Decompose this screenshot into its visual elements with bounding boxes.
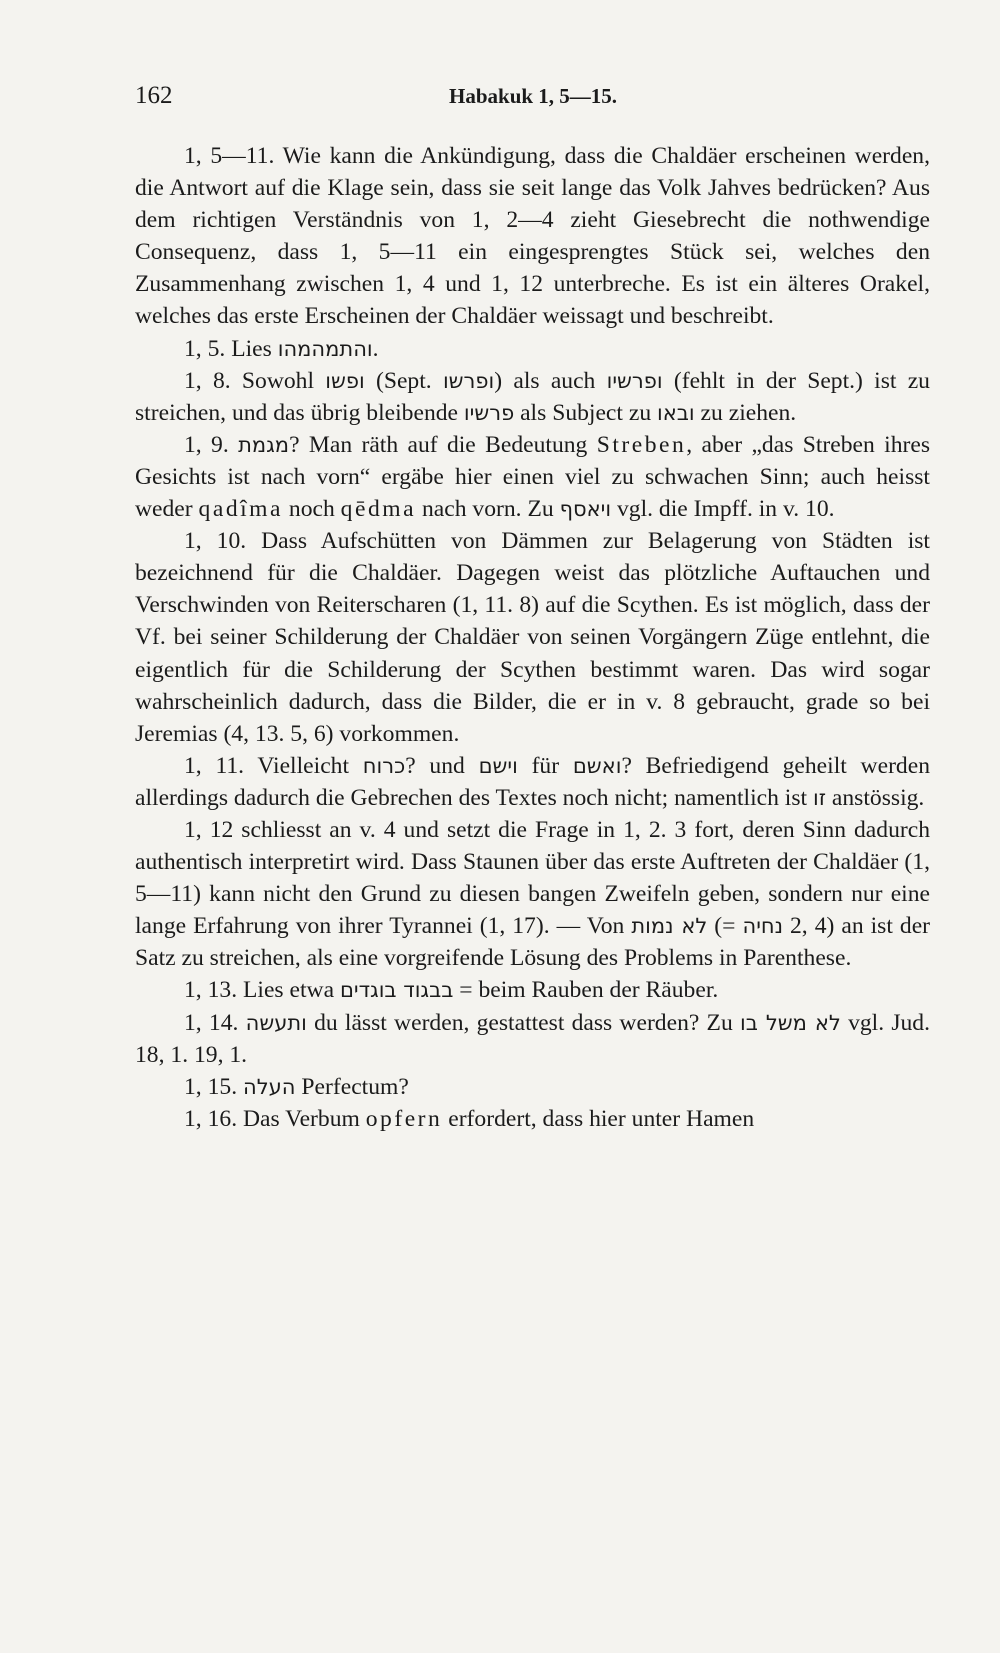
paragraph-text: du lässt werden, gestattest dass werden? Zu [306,1009,740,1036]
body-text [135,140,930,1135]
spaced-word: opfern [365,1105,443,1132]
paragraph-text: (Sept. [364,367,443,394]
paragraph-text: anstössig. [826,784,925,811]
paragraph-text: 1, 5—11. Wie kann die Ankündigung, dass die Chaldäer erscheinen werden, die Antwort auf die Klage sein, dass sie seit lange das Volk Jahves bedrücken? Aus dem richtigen Verständnis von 1, 2—4 zieht Giesebrecht die nothwendige Consequenz, dass 1, 5—11 ein eingesprengtes Stück sei, welches den Zusammenhang zwischen 1, 4 und 1, 12 unterbreche. Es ist ein älteres Orakel, welches das erste Erscheinen der Chaldäer weissagt und beschreibt. [135,143,930,330]
paragraph-text: noch [283,496,341,523]
hebrew-word: ופרשו [442,368,495,393]
paragraph-text: = beim Rauben der Räuber. [453,977,719,1004]
hebrew-word: לא משל בו [739,1010,841,1035]
paragraph-text: Perfectum? [295,1073,409,1100]
hebrew-word: בבגוד בוגדים [339,978,454,1003]
paragraph-1-16 [135,1103,930,1135]
hebrew-word: והתמהמהו [277,336,373,361]
paragraph-text: 1, 14. [184,1009,246,1036]
paragraph-text: 1, 12 schliesst an v. 4 und setzt die Frage in 1, 2. 3 fort, deren Sinn dadurch authentisch interpretirt wird. Dass Staunen über das erste Auftreten der Chaldäer (1, 5—11) kann nicht den Grund zu diesen bangen Zweifeln geben, sondern nur eine lange Erfahrung von ihrer Tyrannei (1, 17). — Von [135,816,930,940]
hebrew-word: פרשיו [463,400,515,425]
page-number: 162 [135,82,173,109]
hebrew-word: וישם [478,753,518,778]
hebrew-word: זו [813,785,826,810]
hebrew-word: לא נמות [631,914,708,939]
paragraph-text: ) als auch [494,367,607,394]
spaced-word: qadîma [198,496,283,523]
paragraph-1-14 [135,1007,930,1071]
hebrew-word: ובאו [657,400,695,425]
hebrew-word: ופרשיו [606,368,663,393]
paragraph-text: 1, 8. Sowohl [184,367,326,394]
paragraph-1-10 [135,525,930,750]
paragraph-text: (fehlt in der Sept.) ist zu streichen, und das übrig bleibende [135,367,930,426]
hebrew-word: ותעשה [245,1010,307,1035]
paragraph-text: vgl. Jud. 18, 1. 19, 1. [135,1009,930,1068]
paragraph-text: , aber „das Streben ihres Gesichts ist nach vorn“ ergäbe hier einen viel zu schwachen Sinn; auch heisst weder [135,431,931,523]
paragraph-text: zu ziehen. [694,399,797,426]
paragraph-text: 1, 13. Lies etwa [184,977,340,1004]
paragraph-1-11 [135,750,930,814]
paragraph-text: 1, 9. [184,431,239,458]
paragraph-text: 2, 4) an ist der Satz zu streichen, als eine vorgreifende Lösung des Problems in Parenthese. [135,913,931,972]
paragraph-text: erfordert, dass hier unter Hamen [442,1105,755,1132]
paragraph-1-12 [135,814,930,974]
paragraph-text: ? und [405,752,479,779]
paragraph-1-13 [135,974,930,1006]
hebrew-word: כרוח [362,753,406,778]
paragraph-1-15 [135,1071,930,1103]
page-header [135,82,930,122]
paragraph-text: für [517,752,573,779]
hebrew-word: ואשם [572,753,622,778]
paragraph-1-9 [135,429,930,525]
paragraph-text: ? Befriedigend geheilt werden allerdings dadurch die Gebrechen des Textes noch nicht; namentlich ist [135,752,930,811]
hebrew-word: העלה [242,1074,296,1099]
paragraph-text: (= [707,913,743,940]
hebrew-word: נחיה [742,914,784,939]
paragraph-text: . [372,335,379,362]
hebrew-word: מגמת [238,432,290,457]
paragraph-1-5 [135,333,930,365]
hebrew-word: ויאסף [559,497,612,522]
paragraph-text: 1, 10. Dass Aufschütten von Dämmen zur Belagerung von Städten ist bezeichnend für die Chaldäer. Dagegen weist das plötzliche Auftauchen und Verschwinden von Reiterscharen (1, 11. 8) auf die Scythen. Es ist möglich, dass der Vf. bei seiner Schilderung der Chaldäer von seinen Vorgängern Züge entlehnt, die eigentlich für die Schilderung der Scythen bestimmt waren. Das wird sogar wahrscheinlich dadurch, dass die Bilder, die er in v. 8 gebraucht, grade so bei Jeremias (4, 13. 5, 6) vorkommen. [135,528,930,747]
paragraph-text: 1, 16. Das Verbum [184,1105,366,1132]
hebrew-word: ופשו [325,368,365,393]
paragraph-text: als Subject zu [514,399,658,426]
paragraph-text: 1, 11. Vielleicht [184,752,363,779]
paragraph-1-8 [135,365,930,429]
paragraph-text: 1, 5. Lies [184,335,278,362]
paragraph-text: 1, 15. [184,1073,243,1100]
running-title: Habakuk 1, 5—15. [449,84,618,108]
spaced-word: qēdma [340,496,417,523]
paragraph-1-5-11 [135,140,930,333]
paragraph-text: ? Man räth auf die Bedeutung [289,431,597,458]
paragraph-text: vgl. die Impff. in v. 10. [611,496,835,523]
paragraph-text: nach vorn. Zu [416,496,560,523]
spaced-word: Streben [596,431,687,458]
